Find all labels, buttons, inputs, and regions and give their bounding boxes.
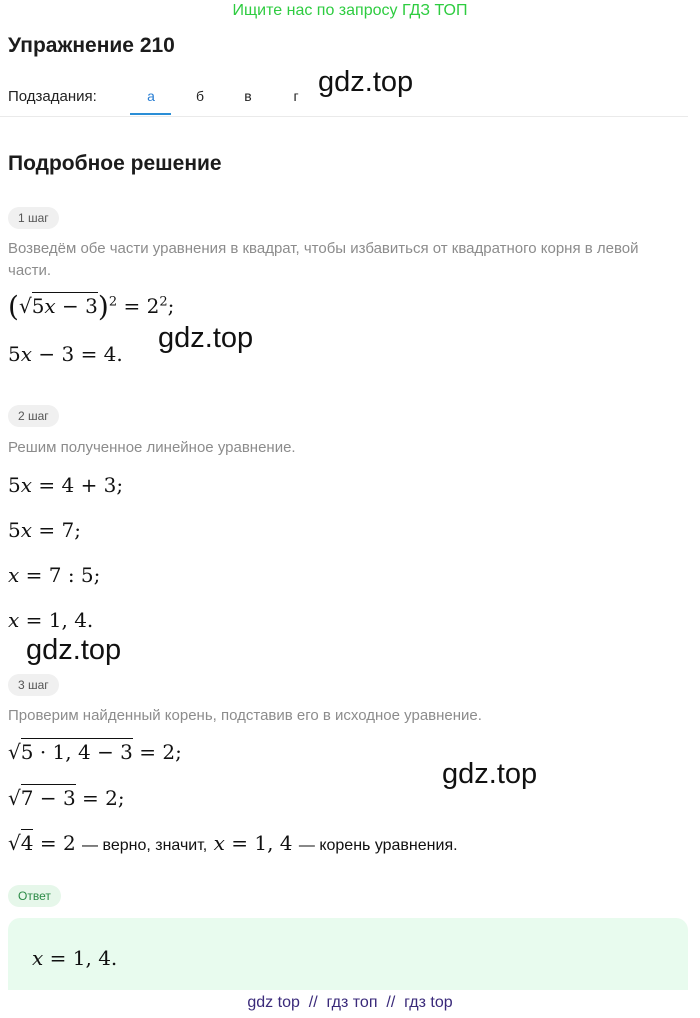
tab-a[interactable]: а: [147, 88, 155, 104]
step-badge: 3 шаг: [8, 674, 59, 696]
tab-g[interactable]: г: [293, 88, 299, 104]
watermark: gdz.top: [318, 66, 414, 98]
watermark: gdz.top: [26, 634, 122, 666]
search-promo-banner: Ищите нас по запросу ГДЗ ТОП: [232, 2, 468, 19]
answer-value: x = 1, 4.: [32, 946, 118, 970]
math-line: √5 · 1, 4 − 3 = 2;: [8, 740, 182, 764]
step-badge: 1 шаг: [8, 207, 59, 229]
answer-badge: Ответ: [8, 885, 61, 907]
solution-heading: Подробное решение: [8, 152, 222, 175]
math-line: x = 1, 4.: [8, 608, 94, 632]
footer-links[interactable]: gdz top // гдз топ // гдз top: [247, 994, 453, 1011]
math-line: x = 7 : 5;: [8, 563, 101, 587]
subtasks-divider: [0, 116, 688, 117]
step-description: Проверим найденный корень, подставив его в исходное уравнение.: [8, 707, 482, 724]
conclusion-text-2: — корень уравнения.: [298, 837, 458, 854]
active-tab-indicator: [130, 113, 171, 115]
math-line: 5x = 7;: [8, 518, 81, 542]
math-conclusion: √4 = 2 — верно, значит, x = 1, 4 — корень уравнения.: [8, 831, 458, 855]
math-line: 5x − 3 = 4.: [8, 342, 123, 366]
math-line: $(√5x - 3)^2 = 2^2$;: [8, 290, 175, 323]
tab-b[interactable]: б: [195, 88, 205, 104]
step-badge: 2 шаг: [8, 405, 59, 427]
subtasks-label: Подзадания:: [8, 88, 97, 105]
tab-v[interactable]: в: [244, 88, 252, 104]
math-line: √7 − 3 = 2;: [8, 786, 125, 810]
conclusion-text-1: — верно, значит,: [82, 837, 208, 854]
step-description: Решим полученное линейное уравнение.: [8, 439, 296, 456]
math-line: 5x = 4 + 3;: [8, 473, 124, 497]
watermark: gdz.top: [442, 758, 538, 790]
watermark: gdz.top: [158, 322, 254, 354]
exercise-title: Упражнение 210: [8, 34, 175, 57]
step-description: Возведём обе части уравнения в квадрат, чтобы избавиться от квадратного корня в левой части.: [8, 240, 639, 279]
